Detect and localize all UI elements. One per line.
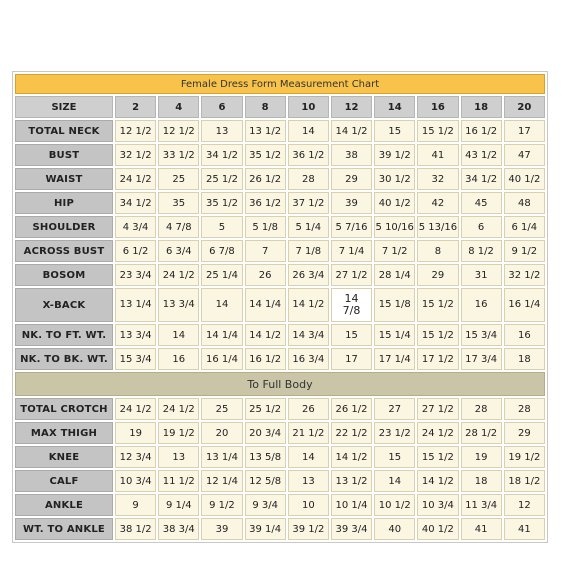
measurement-cell: 25 [201,398,242,420]
measurement-cell: 22 1/2 [331,422,372,444]
upper-measurements [15,120,545,370]
row-label: SHOULDER [15,216,113,238]
row-label: NK. TO FT. WT. [15,324,113,346]
measurement-cell: 29 [504,422,545,444]
measurement-cell: 9 1/4 [158,494,199,516]
measurement-chart [12,71,548,543]
size-header: 18 [461,96,502,118]
measurement-cell: 35 [158,192,199,214]
measurement-cell: 16 1/2 [245,348,286,370]
size-header: 4 [158,96,199,118]
measurement-cell: 6 3/4 [158,240,199,262]
measurement-cell: 37 1/2 [288,192,329,214]
measurement-cell: 17 1/2 [417,348,458,370]
measurement-cell: 16 1/4 [504,288,545,322]
measurement-cell: 5 1/8 [245,216,286,238]
measurement-cell: 4 7/8 [158,216,199,238]
measurement-cell: 13 [158,446,199,468]
measurement-cell: 13 5/8 [245,446,286,468]
measurement-cell: 28 1/4 [374,264,415,286]
measurement-cell: 27 [374,398,415,420]
measurement-cell: 32 [417,168,458,190]
measurement-cell: 29 [331,168,372,190]
table-row [15,288,545,322]
measurement-cell: 10 1/4 [331,494,372,516]
measurement-cell: 19 1/2 [504,446,545,468]
measurement-cell: 8 [417,240,458,262]
chart-title: Female Dress Form Measurement Chart [15,74,545,94]
measurement-cell: 12 5/8 [245,470,286,492]
measurement-cell: 4 3/4 [115,216,156,238]
measurement-cell: 39 1/2 [288,518,329,540]
measurement-cell: 26 3/4 [288,264,329,286]
measurement-cell: 31 [461,264,502,286]
measurement-cell: 28 [288,168,329,190]
measurement-table [12,71,548,543]
measurement-cell: 42 [417,192,458,214]
table-row [15,348,545,370]
measurement-cell: 16 3/4 [288,348,329,370]
section-divider [15,372,545,396]
measurement-cell: 41 [504,518,545,540]
measurement-cell: 16 1/4 [201,348,242,370]
measurement-cell: 6 7/8 [201,240,242,262]
measurement-cell: 16 1/2 [461,120,502,142]
measurement-cell: 10 3/4 [115,470,156,492]
measurement-cell: 14 1/2 [245,324,286,346]
size-header-row [15,96,545,118]
measurement-cell: 32 1/2 [115,144,156,166]
table-row [15,144,545,166]
size-header: 6 [201,96,242,118]
measurement-cell: 14 1/2 [331,120,372,142]
table-row [15,470,545,492]
measurement-cell: 41 [461,518,502,540]
measurement-cell: 28 [504,398,545,420]
measurement-cell: 5 1/4 [288,216,329,238]
measurement-cell: 13 [201,120,242,142]
measurement-cell: 11 3/4 [461,494,502,516]
measurement-cell: 39 1/2 [374,144,415,166]
measurement-cell: 14 [158,324,199,346]
measurement-cell: 35 1/2 [245,144,286,166]
measurement-cell: 27 1/2 [417,398,458,420]
measurement-cell: 17 1/4 [374,348,415,370]
measurement-cell: 38 3/4 [158,518,199,540]
measurement-cell: 28 1/2 [461,422,502,444]
measurement-cell: 12 [504,494,545,516]
measurement-cell: 15 1/2 [417,446,458,468]
measurement-cell: 47 [504,144,545,166]
measurement-cell: 12 3/4 [115,446,156,468]
lower-measurements [15,398,545,540]
measurement-cell: 18 [461,470,502,492]
title-row [15,74,545,94]
measurement-cell: 5 [201,216,242,238]
measurement-cell: 26 [288,398,329,420]
measurement-cell: 14 7/8 [331,288,372,322]
table-row [15,240,545,262]
size-header: 10 [288,96,329,118]
measurement-cell: 34 1/2 [115,192,156,214]
table-row [15,120,545,142]
row-label: CALF [15,470,113,492]
row-label: HIP [15,192,113,214]
measurement-cell: 25 1/2 [245,398,286,420]
measurement-cell: 40 [374,518,415,540]
measurement-cell: 14 [288,120,329,142]
measurement-cell: 11 1/2 [158,470,199,492]
measurement-cell: 40 1/2 [374,192,415,214]
row-label: TOTAL NECK [15,120,113,142]
measurement-cell: 36 1/2 [288,144,329,166]
measurement-cell: 16 [504,324,545,346]
measurement-cell: 40 1/2 [504,168,545,190]
measurement-cell: 14 [374,470,415,492]
measurement-cell: 7 1/4 [331,240,372,262]
table-row [15,422,545,444]
measurement-cell: 25 [158,168,199,190]
measurement-cell: 13 3/4 [158,288,199,322]
measurement-cell: 15 1/8 [374,288,415,322]
measurement-cell: 24 1/2 [158,264,199,286]
measurement-cell: 36 1/2 [245,192,286,214]
measurement-cell: 14 3/4 [288,324,329,346]
row-label: X-BACK [15,288,113,322]
measurement-cell: 20 [201,422,242,444]
measurement-cell: 26 1/2 [245,168,286,190]
measurement-cell: 24 1/2 [158,398,199,420]
measurement-cell: 9 3/4 [245,494,286,516]
table-row [15,494,545,516]
measurement-cell: 15 [331,324,372,346]
measurement-cell: 9 1/2 [201,494,242,516]
measurement-cell: 6 1/2 [115,240,156,262]
measurement-cell: 12 1/2 [158,120,199,142]
measurement-cell: 8 1/2 [461,240,502,262]
table-row [15,324,545,346]
measurement-cell: 24 1/2 [115,168,156,190]
measurement-cell: 34 1/2 [461,168,502,190]
section-label: To Full Body [15,372,545,396]
measurement-cell: 14 1/4 [245,288,286,322]
table-row [15,446,545,468]
measurement-cell: 5 7/16 [331,216,372,238]
measurement-cell: 15 3/4 [115,348,156,370]
measurement-cell: 24 1/2 [417,422,458,444]
row-label: BOSOM [15,264,113,286]
measurement-cell: 10 [288,494,329,516]
measurement-cell: 7 1/8 [288,240,329,262]
measurement-cell: 12 1/2 [115,120,156,142]
measurement-cell: 14 [201,288,242,322]
measurement-cell: 9 [115,494,156,516]
measurement-cell: 17 [504,120,545,142]
row-label: BUST [15,144,113,166]
measurement-cell: 14 1/2 [417,470,458,492]
measurement-cell: 19 [461,446,502,468]
measurement-cell: 15 [374,120,415,142]
table-row [15,192,545,214]
measurement-cell: 39 [331,192,372,214]
measurement-cell: 14 1/4 [201,324,242,346]
measurement-cell: 15 3/4 [461,324,502,346]
measurement-cell: 25 1/4 [201,264,242,286]
measurement-cell: 5 10/16 [374,216,415,238]
measurement-cell: 6 [461,216,502,238]
measurement-cell: 15 1/2 [417,324,458,346]
measurement-cell: 13 1/2 [331,470,372,492]
measurement-cell: 14 [288,446,329,468]
measurement-cell: 48 [504,192,545,214]
measurement-cell: 26 1/2 [331,398,372,420]
size-header: 2 [115,96,156,118]
measurement-cell: 13 3/4 [115,324,156,346]
measurement-cell: 14 1/2 [288,288,329,322]
measurement-cell: 18 [504,348,545,370]
measurement-cell: 30 1/2 [374,168,415,190]
measurement-cell: 24 1/2 [115,398,156,420]
measurement-cell: 7 [245,240,286,262]
measurement-cell: 6 1/4 [504,216,545,238]
measurement-cell: 23 3/4 [115,264,156,286]
row-label: KNEE [15,446,113,468]
measurement-cell: 15 [374,446,415,468]
row-label: WAIST [15,168,113,190]
measurement-cell: 43 1/2 [461,144,502,166]
table-row [15,216,545,238]
measurement-cell: 39 3/4 [331,518,372,540]
size-header-label: SIZE [15,96,113,118]
measurement-cell: 13 1/2 [245,120,286,142]
table-row [15,264,545,286]
measurement-cell: 20 3/4 [245,422,286,444]
measurement-cell: 17 [331,348,372,370]
measurement-cell: 5 13/16 [417,216,458,238]
measurement-cell: 25 1/2 [201,168,242,190]
measurement-cell: 28 [461,398,502,420]
size-header: 14 [374,96,415,118]
measurement-cell: 39 1/4 [245,518,286,540]
size-header: 12 [331,96,372,118]
measurement-cell: 13 [288,470,329,492]
row-label: TOTAL CROTCH [15,398,113,420]
measurement-cell: 38 [331,144,372,166]
measurement-cell: 19 [115,422,156,444]
measurement-cell: 41 [417,144,458,166]
row-label: ACROSS BUST [15,240,113,262]
measurement-cell: 39 [201,518,242,540]
measurement-cell: 23 1/2 [374,422,415,444]
row-label: MAX THIGH [15,422,113,444]
measurement-cell: 10 3/4 [417,494,458,516]
section-row [15,372,545,396]
measurement-cell: 14 1/2 [331,446,372,468]
measurement-cell: 10 1/2 [374,494,415,516]
table-row [15,518,545,540]
measurement-cell: 16 [158,348,199,370]
measurement-cell: 35 1/2 [201,192,242,214]
size-header: 16 [417,96,458,118]
measurement-cell: 34 1/2 [201,144,242,166]
measurement-cell: 40 1/2 [417,518,458,540]
row-label: WT. TO ANKLE [15,518,113,540]
row-label: ANKLE [15,494,113,516]
measurement-cell: 15 1/4 [374,324,415,346]
measurement-cell: 32 1/2 [504,264,545,286]
measurement-cell: 26 [245,264,286,286]
measurement-cell: 29 [417,264,458,286]
measurement-cell: 16 [461,288,502,322]
measurement-cell: 21 1/2 [288,422,329,444]
measurement-cell: 45 [461,192,502,214]
measurement-cell: 33 1/2 [158,144,199,166]
measurement-cell: 15 1/2 [417,288,458,322]
size-header: 8 [245,96,286,118]
row-label: NK. TO BK. WT. [15,348,113,370]
size-header: 20 [504,96,545,118]
measurement-cell: 18 1/2 [504,470,545,492]
measurement-cell: 19 1/2 [158,422,199,444]
table-row [15,398,545,420]
measurement-cell: 38 1/2 [115,518,156,540]
measurement-cell: 7 1/2 [374,240,415,262]
table-row [15,168,545,190]
measurement-cell: 13 1/4 [201,446,242,468]
measurement-cell: 9 1/2 [504,240,545,262]
measurement-cell: 17 3/4 [461,348,502,370]
measurement-cell: 13 1/4 [115,288,156,322]
measurement-cell: 27 1/2 [331,264,372,286]
measurement-cell: 15 1/2 [417,120,458,142]
measurement-cell: 12 1/4 [201,470,242,492]
